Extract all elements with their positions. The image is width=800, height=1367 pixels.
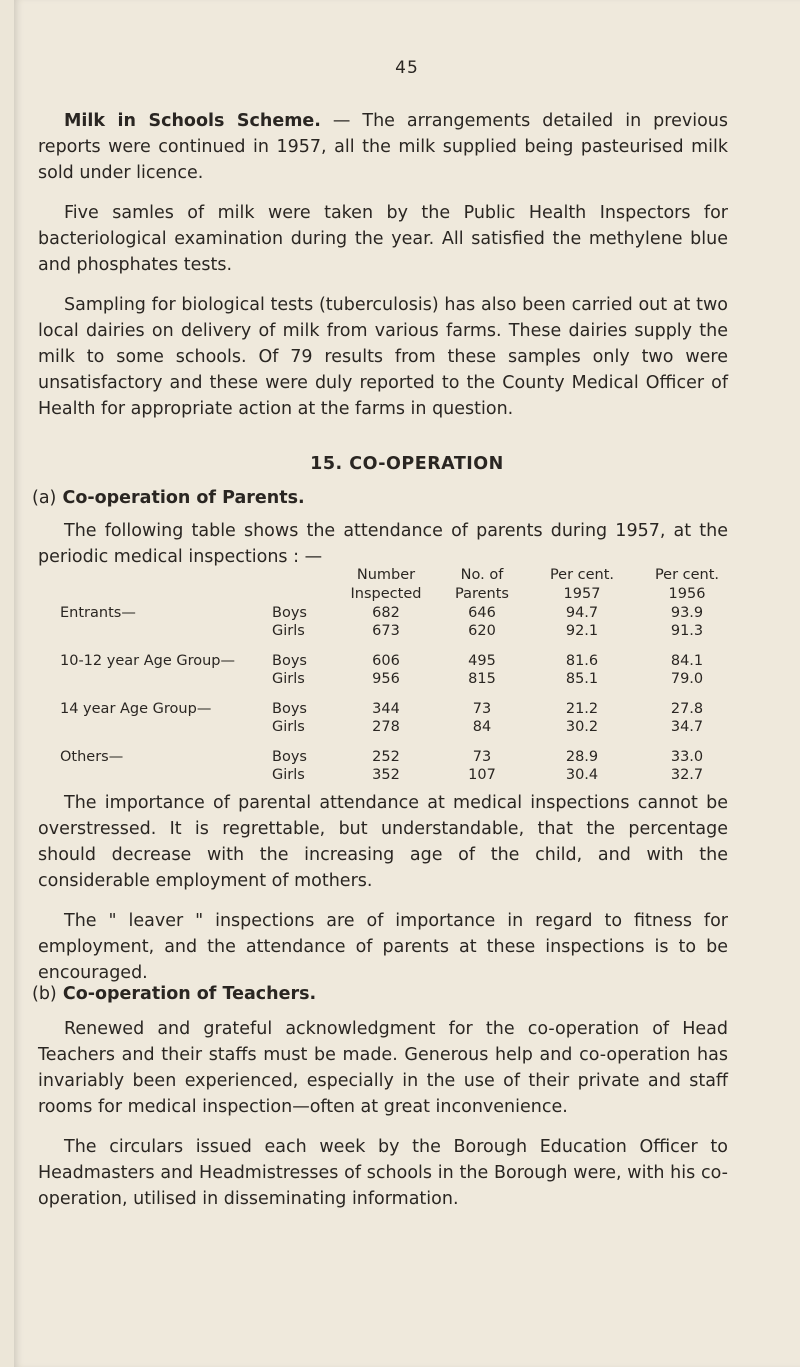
teachers-heading: Co-operation of Teachers. bbox=[62, 984, 317, 1004]
parents-cell: 495 bbox=[468, 653, 496, 669]
number-cell: 278 bbox=[372, 719, 400, 735]
parents-mark: (a) bbox=[32, 488, 57, 508]
teachers-paragraph-2: The circulars issued each week by the Borough Education Officer to Headmasters and Headmistresses of schools in the Borough were, with his co-operation, utilised in disseminating information. bbox=[38, 1137, 728, 1209]
pc1956-cell: 84.1 bbox=[670, 653, 704, 669]
milk-paragraph-1 bbox=[38, 108, 728, 186]
parents-cell: 646 bbox=[468, 605, 496, 621]
attendance-table bbox=[60, 566, 740, 784]
sex-cell: Boys bbox=[272, 749, 307, 765]
pc1957-cell: 92.1 bbox=[565, 623, 599, 639]
teachers-subheading bbox=[32, 984, 316, 1004]
parents-cell: 73 bbox=[472, 701, 492, 717]
group-label: 14 year Age Group— bbox=[60, 701, 212, 717]
parents-commentary bbox=[38, 790, 728, 1000]
table-row bbox=[60, 652, 740, 670]
header-number-inspected: Number Inspected bbox=[350, 567, 422, 602]
table-row bbox=[60, 622, 740, 640]
pc1956-cell: 32.7 bbox=[670, 767, 704, 783]
number-cell: 606 bbox=[372, 653, 400, 669]
number-cell: 344 bbox=[372, 701, 400, 717]
parents-intro: The following table shows the attendance of parents during 1957, at the periodic medical inspections : — bbox=[38, 521, 728, 567]
pc1957-cell: 85.1 bbox=[565, 671, 599, 687]
sex-cell: Boys bbox=[272, 605, 307, 621]
section-title: 15. CO-OPERATION bbox=[310, 454, 504, 474]
table-row bbox=[60, 718, 740, 736]
document-page bbox=[14, 0, 800, 1367]
header-per-cent-1957: Per cent. 1957 bbox=[549, 567, 615, 602]
number-cell: 682 bbox=[372, 605, 400, 621]
parents-cell: 84 bbox=[472, 719, 492, 735]
pc1956-cell: 93.9 bbox=[670, 605, 704, 621]
number-cell: 956 bbox=[372, 671, 400, 687]
table-row bbox=[60, 766, 740, 784]
group-label: Others— bbox=[60, 749, 124, 765]
sex-cell: Girls bbox=[272, 719, 305, 735]
group-label: 10-12 year Age Group— bbox=[60, 653, 235, 669]
milk-heading: Milk in Schools Scheme. bbox=[64, 111, 321, 131]
parents-heading: Co-operation of Parents. bbox=[62, 488, 305, 508]
group-label: Entrants— bbox=[60, 605, 136, 621]
parents-subheading bbox=[32, 488, 305, 508]
pc1957-cell: 21.2 bbox=[565, 701, 599, 717]
pc1956-cell: 79.0 bbox=[670, 671, 704, 687]
sex-cell: Girls bbox=[272, 767, 305, 783]
table-header-row bbox=[60, 566, 740, 604]
sex-cell: Girls bbox=[272, 623, 305, 639]
sex-cell: Girls bbox=[272, 671, 305, 687]
parents-after-1: The importance of parental attendance at medical inspections cannot be overstressed. It is regrettable, but understandable, that the percentage should decrease with the increasing age of the child, and with the considerable employment of mothers. bbox=[38, 793, 728, 891]
milk-paragraph-1-text: — The arrangements detailed in previous reports were continued in 1957, all the milk supplied being pasteurised milk sold under licence. bbox=[38, 111, 728, 183]
pc1957-cell: 30.4 bbox=[565, 767, 599, 783]
table-row bbox=[60, 748, 740, 766]
parents-cell: 107 bbox=[468, 767, 496, 783]
parents-after-2: The " leaver " inspections are of importance in regard to fitness for employment, and the attendance of parents at these inspections is to be encouraged. bbox=[38, 911, 728, 983]
table-row bbox=[60, 670, 740, 688]
sex-cell: Boys bbox=[272, 701, 307, 717]
teachers-mark: (b) bbox=[32, 984, 57, 1004]
header-no-of-parents: No. of Parents bbox=[455, 567, 509, 602]
sex-cell: Boys bbox=[272, 653, 307, 669]
teachers-section bbox=[38, 1016, 728, 1226]
milk-paragraph-3: Sampling for biological tests (tuberculosis) has also been carried out at two local dairies on delivery of milk from various farms. These dairies supply the milk to some schools. Of 79 results from these samples only two were unsatisfactory and these were duly reported to the County Medical Officer of Health for appropriate action at the farms in question. bbox=[38, 295, 728, 419]
pc1956-cell: 27.8 bbox=[670, 701, 704, 717]
number-cell: 352 bbox=[372, 767, 400, 783]
milk-section bbox=[38, 108, 728, 436]
table-row bbox=[60, 604, 740, 622]
pc1956-cell: 33.0 bbox=[670, 749, 704, 765]
parents-cell: 815 bbox=[468, 671, 496, 687]
number-cell: 673 bbox=[372, 623, 400, 639]
pc1957-cell: 30.2 bbox=[565, 719, 599, 735]
parents-cell: 620 bbox=[468, 623, 496, 639]
header-per-cent-1956: Per cent. 1956 bbox=[654, 567, 720, 602]
number-cell: 252 bbox=[372, 749, 400, 765]
milk-paragraph-2: Five samles of milk were taken by the Public Health Inspectors for bacteriological examination during the year. All satisfied the methylene blue and phosphates tests. bbox=[38, 203, 728, 275]
teachers-paragraph-1: Renewed and grateful acknowledgment for the co-operation of Head Teachers and their staffs must be made. Generous help and co-operation has invariably been experienced, especially in the use of their private and staff rooms for medical inspection—often at great inconvenience. bbox=[38, 1019, 728, 1117]
table-row bbox=[60, 700, 740, 718]
pc1957-cell: 81.6 bbox=[565, 653, 599, 669]
page-number: 45 bbox=[395, 58, 419, 78]
pc1956-cell: 91.3 bbox=[670, 623, 704, 639]
pc1957-cell: 94.7 bbox=[565, 605, 599, 621]
parents-cell: 73 bbox=[472, 749, 492, 765]
pc1957-cell: 28.9 bbox=[565, 749, 599, 765]
pc1956-cell: 34.7 bbox=[670, 719, 704, 735]
